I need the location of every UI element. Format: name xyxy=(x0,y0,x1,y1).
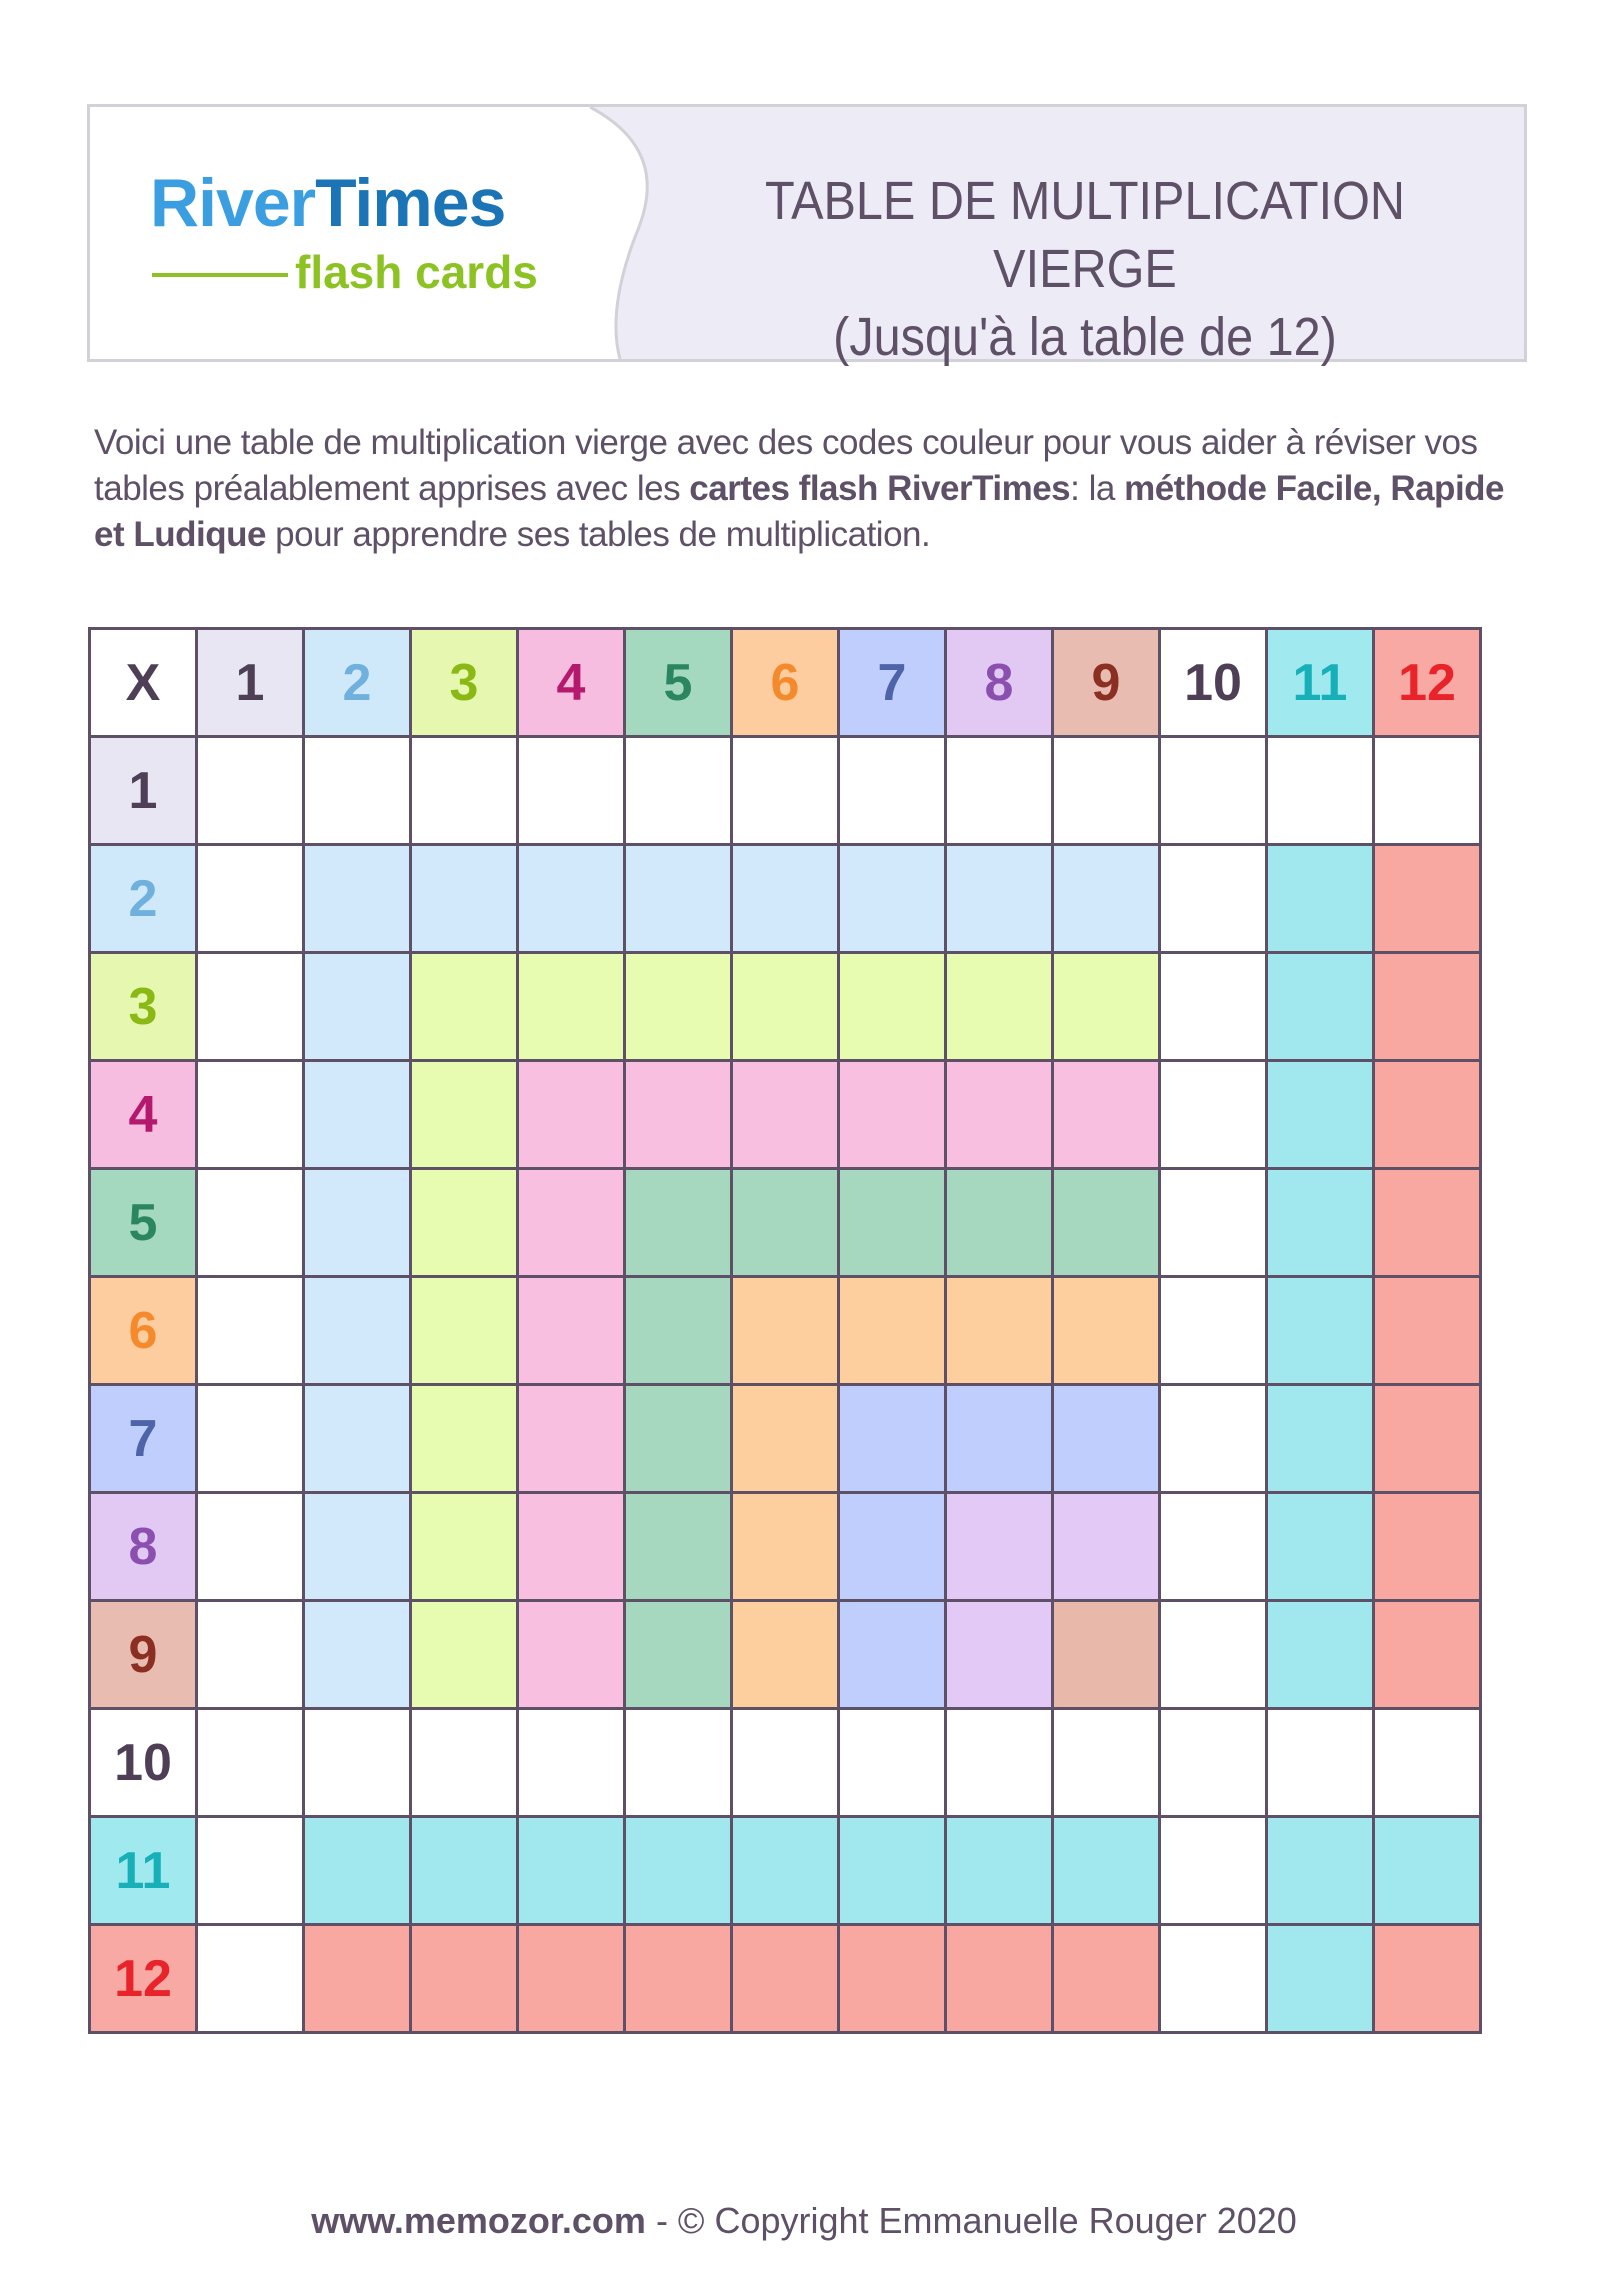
answer-cell[interactable] xyxy=(1053,1385,1160,1493)
answer-cell[interactable] xyxy=(1374,1601,1481,1709)
answer-cell[interactable] xyxy=(946,1493,1053,1601)
answer-cell[interactable] xyxy=(304,737,411,845)
answer-cell[interactable] xyxy=(1374,953,1481,1061)
answer-cell[interactable] xyxy=(1053,1169,1160,1277)
answer-cell[interactable] xyxy=(411,737,518,845)
answer-cell[interactable] xyxy=(1053,953,1160,1061)
answer-cell[interactable] xyxy=(1053,1709,1160,1817)
answer-cell[interactable] xyxy=(1374,1277,1481,1385)
answer-cell[interactable] xyxy=(732,1169,839,1277)
intro-bold-1: cartes flash RiverTimes xyxy=(689,469,1071,508)
answer-cell[interactable] xyxy=(411,1169,518,1277)
logo-tagline: flash cards xyxy=(295,246,538,298)
answer-cell[interactable] xyxy=(1267,1709,1374,1817)
answer-cell[interactable] xyxy=(411,1061,518,1169)
row-header-7: 7 xyxy=(90,1385,197,1493)
answer-cell[interactable] xyxy=(1160,1601,1267,1709)
answer-cell[interactable] xyxy=(304,845,411,953)
answer-cell[interactable] xyxy=(839,1601,946,1709)
multiplication-table xyxy=(88,627,1482,2034)
answer-cell[interactable] xyxy=(1267,1817,1374,1925)
footer xyxy=(0,2200,1608,2242)
table-row xyxy=(90,1601,1481,1709)
answer-cell[interactable] xyxy=(1053,1277,1160,1385)
answer-cell[interactable] xyxy=(839,737,946,845)
answer-cell[interactable] xyxy=(518,1277,625,1385)
answer-cell[interactable] xyxy=(411,1709,518,1817)
answer-cell[interactable] xyxy=(1160,737,1267,845)
row-header-6: 6 xyxy=(90,1277,197,1385)
intro-text-3: pour apprendre ses tables de multiplication. xyxy=(265,515,931,554)
answer-cell[interactable] xyxy=(732,845,839,953)
answer-cell[interactable] xyxy=(732,1493,839,1601)
answer-cell[interactable] xyxy=(839,1925,946,2033)
answer-cell[interactable] xyxy=(732,1925,839,2033)
answer-cell[interactable] xyxy=(732,953,839,1061)
answer-cell[interactable] xyxy=(946,845,1053,953)
answer-cell[interactable] xyxy=(518,1061,625,1169)
answer-cell[interactable] xyxy=(197,1169,304,1277)
answer-cell[interactable] xyxy=(839,845,946,953)
footer-site: www.memozor.com xyxy=(311,2200,646,2241)
intro-bold-2: méthode Facile, Rapide et Ludique xyxy=(94,469,1505,554)
answer-cell[interactable] xyxy=(197,953,304,1061)
footer-copyright: - © Copyright Emmanuelle Rouger 2020 xyxy=(645,2200,1297,2241)
answer-cell[interactable] xyxy=(946,953,1053,1061)
answer-cell[interactable] xyxy=(1160,1817,1267,1925)
answer-cell[interactable] xyxy=(732,1709,839,1817)
answer-cell[interactable] xyxy=(1160,1709,1267,1817)
answer-cell[interactable] xyxy=(625,1061,732,1169)
answer-cell[interactable] xyxy=(946,1061,1053,1169)
answer-cell[interactable] xyxy=(839,1817,946,1925)
answer-cell[interactable] xyxy=(518,1709,625,1817)
answer-cell[interactable] xyxy=(518,1385,625,1493)
answer-cell[interactable] xyxy=(625,953,732,1061)
table-row xyxy=(90,1277,1481,1385)
answer-cell[interactable] xyxy=(304,1817,411,1925)
answer-cell[interactable] xyxy=(518,953,625,1061)
answer-cell[interactable] xyxy=(1374,1493,1481,1601)
column-header-10: 10 xyxy=(1160,629,1267,737)
table-row xyxy=(90,737,1481,845)
answer-cell[interactable] xyxy=(1267,953,1374,1061)
table-row xyxy=(90,1061,1481,1169)
answer-cell[interactable] xyxy=(732,1061,839,1169)
answer-cell[interactable] xyxy=(1053,1601,1160,1709)
answer-cell[interactable] xyxy=(839,1709,946,1817)
row-header-8: 8 xyxy=(90,1493,197,1601)
table-row xyxy=(90,1169,1481,1277)
column-header-6: 6 xyxy=(732,629,839,737)
title-line-2: (Jusqu'à la table de 12) xyxy=(833,307,1337,367)
answer-cell[interactable] xyxy=(1053,845,1160,953)
table-row xyxy=(90,1709,1481,1817)
answer-cell[interactable] xyxy=(839,1493,946,1601)
column-header-4: 4 xyxy=(518,629,625,737)
answer-cell[interactable] xyxy=(197,1277,304,1385)
row-header-4: 4 xyxy=(90,1061,197,1169)
answer-cell[interactable] xyxy=(411,1601,518,1709)
answer-cell[interactable] xyxy=(1267,1061,1374,1169)
answer-cell[interactable] xyxy=(197,1601,304,1709)
answer-cell[interactable] xyxy=(1374,737,1481,845)
answer-cell[interactable] xyxy=(1053,737,1160,845)
column-header-5: 5 xyxy=(625,629,732,737)
column-header-2: 2 xyxy=(304,629,411,737)
table-row xyxy=(90,845,1481,953)
answer-cell[interactable] xyxy=(625,1277,732,1385)
answer-cell[interactable] xyxy=(1267,845,1374,953)
answer-cell[interactable] xyxy=(839,953,946,1061)
answer-cell[interactable] xyxy=(304,1709,411,1817)
answer-cell[interactable] xyxy=(411,1817,518,1925)
answer-cell[interactable] xyxy=(946,1817,1053,1925)
answer-cell[interactable] xyxy=(625,1601,732,1709)
answer-cell[interactable] xyxy=(839,1169,946,1277)
answer-cell[interactable] xyxy=(1267,1169,1374,1277)
answer-cell[interactable] xyxy=(1160,845,1267,953)
answer-cell[interactable] xyxy=(625,1925,732,2033)
answer-cell[interactable] xyxy=(304,1061,411,1169)
answer-cell[interactable] xyxy=(946,737,1053,845)
answer-cell[interactable] xyxy=(625,845,732,953)
answer-cell[interactable] xyxy=(197,1925,304,2033)
answer-cell[interactable] xyxy=(1160,1277,1267,1385)
answer-cell[interactable] xyxy=(1374,845,1481,953)
answer-cell[interactable] xyxy=(518,1817,625,1925)
answer-cell[interactable] xyxy=(1267,1277,1374,1385)
table-row xyxy=(90,1493,1481,1601)
answer-cell[interactable] xyxy=(1053,1493,1160,1601)
answer-cell[interactable] xyxy=(625,1493,732,1601)
page-title xyxy=(694,167,1477,371)
answer-cell[interactable] xyxy=(946,1925,1053,2033)
answer-cell[interactable] xyxy=(304,1385,411,1493)
answer-cell[interactable] xyxy=(411,1493,518,1601)
table-row xyxy=(90,1817,1481,1925)
row-header-9: 9 xyxy=(90,1601,197,1709)
answer-cell[interactable] xyxy=(1267,1385,1374,1493)
answer-cell[interactable] xyxy=(839,1277,946,1385)
answer-cell[interactable] xyxy=(1374,1385,1481,1493)
answer-cell[interactable] xyxy=(197,1817,304,1925)
answer-cell[interactable] xyxy=(625,1385,732,1493)
answer-cell[interactable] xyxy=(625,1817,732,1925)
column-header-9: 9 xyxy=(1053,629,1160,737)
header-row xyxy=(90,629,1481,737)
column-header-3: 3 xyxy=(411,629,518,737)
table-row xyxy=(90,1385,1481,1493)
title-line-1: TABLE DE MULTIPLICATION VIERGE xyxy=(764,171,1406,299)
answer-cell[interactable] xyxy=(1374,1925,1481,2033)
answer-cell[interactable] xyxy=(1374,1709,1481,1817)
answer-cell[interactable] xyxy=(732,737,839,845)
logo-river: River xyxy=(150,165,316,241)
answer-cell[interactable] xyxy=(946,1709,1053,1817)
answer-cell[interactable] xyxy=(411,1925,518,2033)
answer-cell[interactable] xyxy=(518,1601,625,1709)
answer-cell[interactable] xyxy=(1267,1925,1374,2033)
table-row xyxy=(90,953,1481,1061)
answer-cell[interactable] xyxy=(839,1385,946,1493)
row-header-10: 10 xyxy=(90,1709,197,1817)
answer-cell[interactable] xyxy=(518,845,625,953)
rivertimes-logo xyxy=(150,165,570,309)
answer-cell[interactable] xyxy=(946,1277,1053,1385)
answer-cell[interactable] xyxy=(197,1385,304,1493)
answer-cell[interactable] xyxy=(1053,1925,1160,2033)
answer-cell[interactable] xyxy=(411,845,518,953)
answer-cell[interactable] xyxy=(1267,1601,1374,1709)
answer-cell[interactable] xyxy=(518,737,625,845)
answer-cell[interactable] xyxy=(1160,953,1267,1061)
column-header-1: 1 xyxy=(197,629,304,737)
answer-cell[interactable] xyxy=(946,1169,1053,1277)
answer-cell[interactable] xyxy=(1160,1925,1267,2033)
row-header-3: 3 xyxy=(90,953,197,1061)
answer-cell[interactable] xyxy=(304,953,411,1061)
column-header-12: 12 xyxy=(1374,629,1481,737)
answer-cell[interactable] xyxy=(411,953,518,1061)
answer-cell[interactable] xyxy=(732,1385,839,1493)
answer-cell[interactable] xyxy=(197,737,304,845)
answer-cell[interactable] xyxy=(304,1169,411,1277)
row-header-5: 5 xyxy=(90,1169,197,1277)
answer-cell[interactable] xyxy=(197,1493,304,1601)
answer-cell[interactable] xyxy=(197,1709,304,1817)
answer-cell[interactable] xyxy=(1053,1817,1160,1925)
row-header-11: 11 xyxy=(90,1817,197,1925)
answer-cell[interactable] xyxy=(197,1061,304,1169)
intro-text-2: : la xyxy=(1070,469,1125,508)
logo-wordmark xyxy=(150,165,506,241)
answer-cell[interactable] xyxy=(1374,1817,1481,1925)
column-header-8: 8 xyxy=(946,629,1053,737)
answer-cell[interactable] xyxy=(518,1169,625,1277)
answer-cell[interactable] xyxy=(197,845,304,953)
answer-cell[interactable] xyxy=(1374,1061,1481,1169)
answer-cell[interactable] xyxy=(518,1493,625,1601)
column-header-7: 7 xyxy=(839,629,946,737)
intro-paragraph xyxy=(94,420,1534,558)
row-header-12: 12 xyxy=(90,1925,197,2033)
answer-cell[interactable] xyxy=(1267,1493,1374,1601)
table-row xyxy=(90,1925,1481,2033)
logo-times: Times xyxy=(315,165,506,241)
intro-text-1: Voici une table de multiplication vierge avec des codes couleur pour vous aider à réviser vos tables préalablement apprises avec les xyxy=(94,423,1478,508)
answer-cell[interactable] xyxy=(304,1277,411,1385)
answer-cell[interactable] xyxy=(625,737,732,845)
answer-cell[interactable] xyxy=(946,1385,1053,1493)
answer-cell[interactable] xyxy=(1160,1493,1267,1601)
answer-cell[interactable] xyxy=(732,1817,839,1925)
answer-cell[interactable] xyxy=(304,1601,411,1709)
header-banner xyxy=(87,104,1527,367)
logo-line xyxy=(152,273,288,277)
row-header-2: 2 xyxy=(90,845,197,953)
answer-cell[interactable] xyxy=(1160,1061,1267,1169)
answer-cell[interactable] xyxy=(411,1385,518,1493)
answer-cell[interactable] xyxy=(1374,1169,1481,1277)
answer-cell[interactable] xyxy=(946,1601,1053,1709)
answer-cell[interactable] xyxy=(625,1169,732,1277)
answer-cell[interactable] xyxy=(1160,1385,1267,1493)
corner-cell: X xyxy=(90,629,197,737)
answer-cell[interactable] xyxy=(304,1925,411,2033)
answer-cell[interactable] xyxy=(411,1277,518,1385)
answer-cell[interactable] xyxy=(304,1493,411,1601)
answer-cell[interactable] xyxy=(839,1061,946,1169)
answer-cell[interactable] xyxy=(1160,1169,1267,1277)
answer-cell[interactable] xyxy=(1053,1061,1160,1169)
answer-cell[interactable] xyxy=(518,1925,625,2033)
column-header-11: 11 xyxy=(1267,629,1374,737)
row-header-1: 1 xyxy=(90,737,197,845)
answer-cell[interactable] xyxy=(625,1709,732,1817)
answer-cell[interactable] xyxy=(732,1277,839,1385)
answer-cell[interactable] xyxy=(732,1601,839,1709)
answer-cell[interactable] xyxy=(1267,737,1374,845)
